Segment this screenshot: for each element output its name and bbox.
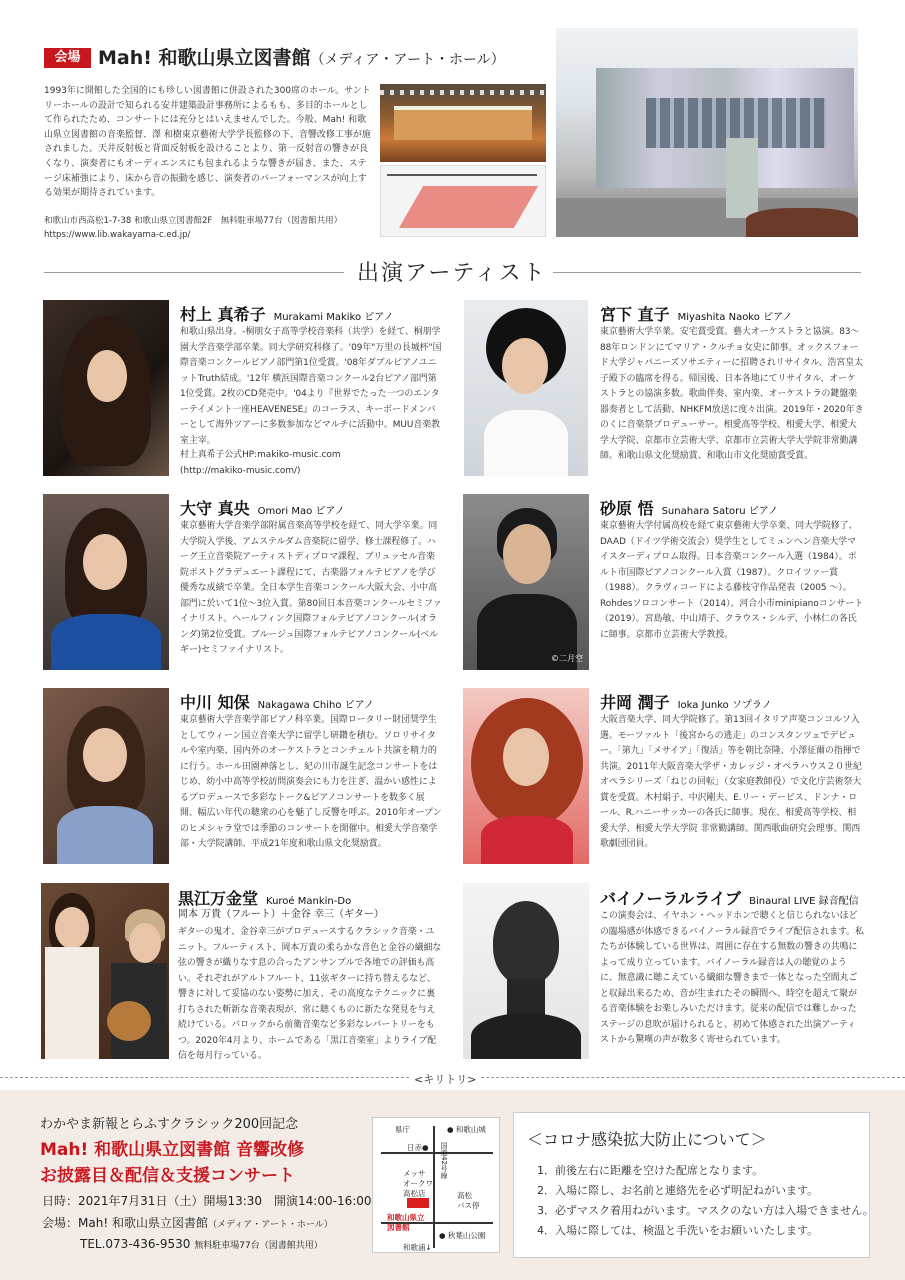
venue-url[interactable]: https://www.lib.wakayama-c.ed.jp/ [44, 230, 191, 240]
event-title-line1: Mah! 和歌山県立図書館 音響改修 [40, 1140, 305, 1160]
event-contact [80, 1237, 323, 1251]
hall-interior-photo [380, 84, 546, 162]
artist-bio-murakami: 和歌山県出身。-桐朋女子高等学校音楽科（共学）を経て、桐朋学園大学音楽学部卒業。同大学研究科修了。'09年"万里の長城杯"国際音楽コンクールピアノ部門第1位受賞。'08年ダブルピアノユニットTruth結成。'12年 横浜国際音楽コンクール2台ピアノ部門第1位受賞。2枚のCD発売中。'04より『世界でたった一つのエンターテイメント一座HEAVENESE』のコーラス、キーボードメンバーとして海外ツアーに多数参加などマルチに活動中。MUU音楽教室主宰。 [180, 327, 442, 446]
venue-address-block [44, 214, 374, 242]
artist-bio-nakagawa: 東京藝術大学音楽学部ピアノ科卒業。国際ロータリー財団奨学生としてウィーン国立音楽大学に留学し研鑽を積む。ソロリサイタルや室内楽、国内外のオーケストラとコンチェルト共演を精力的に行う。ホール田園神落とし、紀の川市誕生記念コンサートをはじめ、幼小中高等学校訪問演奏会にも力を注ぎ、温かい感性によるプロデュースで多彩なトーク&ピアノコンサートを数多く展開、幅広い年代の聴衆の心を魅了し反響を呼ぶ。2010年オープンのヒメシャラ堂では季節のコンサートを開催中。相愛大学音楽学部・大学院講師。平成21年度和歌山県文化奨励賞。 [180, 715, 442, 849]
artist-bio-kuroe: ギターの鬼才、金谷幸三がプロデュースするクラシック音楽・ユニット。フルーティスト、岡本万貴の柔らかな音色と金谷の繊細な弦の響きが織りなす息の合ったアンサンブルで各地での評価も高い。それぞれがアルトフルート、11弦ギターに持ち替えるなど、響きに対して妥協のない姿勢に加え、その高度なテクニックに裏打ちされた斬新な音楽表現が、常に聴くものに新たな発見を与え続けている。バロックから前衛音楽など多彩なレパートリーをもつ。2020年4月より、ホームである「黒江音楽室」よりライブ配信を毎月行っている。 [178, 927, 442, 1061]
venue-name-sub: （メディア・アート・ホール） [310, 52, 505, 68]
event-kicker: わかやま新報とらふすクラシック200回記念 [40, 1117, 299, 1132]
covid-notice-title: ＜コロナ感染拡大防止について＞ [527, 1130, 767, 1149]
venue-address: 和歌山市西高松1-7-38 和歌山県立図書館2F 無料駐車場77台（図書館共用） [44, 216, 343, 226]
artist-name-omori: 大守 真央 Omori Mao ピアノ [180, 499, 345, 518]
covid-notice-item: 4．入場に際しては、検温と手洗いをお願いいたします。 [537, 1224, 819, 1237]
artist-photo-ioka [463, 688, 589, 864]
covid-notice-item: 1．前後左右に距離を空けた配席となります。 [537, 1164, 764, 1177]
artist-bio-ioka: 大阪音楽大学、同大学院修了。第13回イタリア声楽コンコルソ入選。モーツァルト「後宮からの逃走」のコンスタンツェでデビュー。「第九」「メサイア」「復活」等を朝比奈隆、小澤征爾の指揮で共演。2011年大阪音楽大学ザ・カレッジ・オペラハウス２０世紀オペラシリーズ「ねじの回転」（女家庭教師役）で文化庁芸術祭大賞を受賞。木村絹子、中沢剛夫、E.リー・デービス、ドンナ・ロール、R.ハニーサッカーの各氏に師事。現在、相愛高等学校、相愛大学、相愛大学大学院 非常勤講師。関西歌曲研究会理事。関西歌劇団団員。 [600, 715, 862, 849]
cut-label: <キリトリ> [410, 1071, 480, 1087]
artist-photo-miyashita [464, 300, 588, 476]
photo-credit: ©二月空 [551, 654, 583, 663]
artist-members-kuroe: 岡本 万貴（フルート）＋金谷 幸三（ギター） [178, 909, 384, 920]
covid-notice-item: 3．必ずマスク着用ねがいます。マスクのない方は入場できません。 [537, 1204, 874, 1217]
artist-website-murakami: 村上真希子公式HP:makiko-music.com (http://makiko-music.com/) [180, 450, 341, 476]
artist-photo-nakagawa [43, 688, 169, 864]
artist-photo-omori [43, 494, 169, 670]
artist-bio-miyashita: 東京藝術大学卒業。安宅賞受賞。藝大オーケストラと協演。83〜88年ロンドンにてマリア・クルチョ女史に師事。オックスフォード大学ジャパニーズソサエティーに招聘されリサイタル、浩宮皇太子殿下の臨席を得る。帰国後、日本各地にてリサイタル、オーケストラとの協演多数。歌曲伴奏、室内楽、オーケストラの鍵盤楽器奏者として活動、NHKFM放送に度々出演。2019年・2020年きのくに音楽祭プロデューサー。相愛高等学校、相愛大学、相愛大学大学院、京都市立芸術大学、京都市立芸術大学大学院非常勤講師。和歌山県文化奨励賞、和歌山市文化奨励賞受賞。 [600, 327, 864, 461]
event-venue: 会場：Mah! 和歌山県立図書館（メディア・アート・ホール） [42, 1216, 333, 1230]
covid-notice-item: 2．入場に際し、お名前と連絡先を必ず明記ねがいます。 [537, 1184, 819, 1197]
section-divider-left [44, 272, 344, 273]
event-date: 日時：2021年7月31日（土）開場13:30 開演14:00-16:00 [42, 1194, 372, 1208]
artist-name-sunahara: 砂原 悟 Sunahara Satoru ピアノ [600, 499, 778, 518]
artist-name-ioka: 井岡 潤子 Ioka Junko ソプラノ [600, 693, 772, 712]
binaural-title: バイノーラルライブ Binaural LIVE 録音配信 [600, 889, 859, 908]
artist-bio-omori: 東京藝術大学音楽学部附属音楽高等学校を経て、同大学卒業。同大学院入学後、アムステルダム音楽院に留学、修士課程修了。ハーグ王立音楽院アーティストディプロマ課程、ブリュッセル音楽院ポストグラデュエート課程にて、古楽器フォルテピアノを学び優秀な成績で卒業。全日本学生音楽コンクール大阪大会、小中高部門に於いて1位〜3位入賞。第80回日本音楽コンクールセミファイナリスト。ヘールフィンク国際フォルテピアノコンクール(オランダ)第2位受賞。ブルージュ国際フォルテピアノコンクール(ベルギー)セミファイナリスト。 [180, 521, 442, 655]
venue-description: 1993年に開館した全国的にも珍しい図書館に併設された300席のホール。サントリーホールの設計で知られる安井建築設計事務所によるもも、多目的ホールとして作られたため、コンサートには充分とはいえませんでした。今般、Mah! 和歌山県立図書館の音楽監督、澤 和樹東京藝術大学学長監修の下、音響改修工事が施されました。天井反射板と背面反射板を設けることより、第一反射音の響きが良くなり、演奏者にもオーディエンスにも包まれるような響きが届き、また、ステージ床補強により、床から音の振動を感じ、演奏者のパーフォーマンスが向上する効果が期待されています。 [44, 86, 371, 199]
artist-photo-murakami [43, 300, 169, 476]
venue-name: Mah! 和歌山県立図書館 [98, 47, 311, 69]
artist-name-murakami: 村上 真希子 Murakami Makiko ピアノ [180, 305, 394, 324]
venue-map: 県庁 ● 和歌山城 日赤● 国道42号線 メッサ オークワ 高松店 高松 バス停 和歌山県立 図書館 ● 秋葉山公園 和歌浦↓ [372, 1117, 500, 1253]
artist-bio-sunahara: 東京藝術大学付属高校を経て東京藝術大学卒業、同大学院修了、DAAD（ドイツ学術交流会）奨学生としてミュンヘン音楽大学マイスターディプロム取得。日本音楽コンクール入選（1984）。ポルト市国際ピアノコンクール入賞（1987）。クロイツァー賞（1988）。クラヴィコードによる藤枝守作品発表（2005 〜）。Rohdesソロコンサート（2014）。河合小市minipianoコンサート（2019）。宮島敏、中山靖子、クラウス・シルデ、小林仁の各氏に師事。京都市立芸術大学教授。 [600, 521, 864, 640]
artist-photo-kuroe [41, 883, 169, 1059]
artist-name-kuroe: 黒江万金堂 Kuroé Mankin-Do [178, 889, 352, 908]
section-divider-right [553, 272, 861, 273]
event-parking: 無料駐車場77台（図書館共用） [194, 1241, 323, 1251]
artist-name-miyashita: 宮下 直子 Miyashita Naoko ピアノ [600, 305, 793, 324]
artist-name-nakagawa: 中川 知保 Nakagawa Chiho ピアノ [180, 693, 374, 712]
event-title-line2: お披露目＆配信＆支援コンサート [40, 1166, 295, 1186]
binaural-description: この演奏会は、イヤホン・ヘッドホンで聴くと信じられないほどの臨場感が体感できるバイノーラル録音でライブ配信されます。私たちが体験している世界は、周囲に存在する無数の響きの共鳴によって成り立っています。バイノーラル録音は人の聴覚のように、無意識に聴こえている繊細な響きまで一体となった空間丸ごと収録出来るため、音が生まれたその瞬間へ、時空を超えて聚がる音楽体験をお楽しみいただけます。従来の配信では難しかったステージの息吹が届けられると、初めて体感された出演アーティストから驚嘆の声が数多く寄せられています。 [600, 911, 864, 1045]
binaural-dummy-head-photo [463, 883, 589, 1059]
library-building-photo [556, 28, 858, 237]
venue-badge: 会場 [44, 48, 91, 68]
hall-floorplan-image [380, 165, 546, 237]
venue-title [98, 43, 505, 70]
event-tel[interactable]: TEL.073-436-9530 [80, 1237, 191, 1251]
section-title: 出演アーティスト [357, 261, 547, 286]
artist-photo-sunahara [463, 494, 589, 670]
venue-marker [407, 1198, 429, 1208]
